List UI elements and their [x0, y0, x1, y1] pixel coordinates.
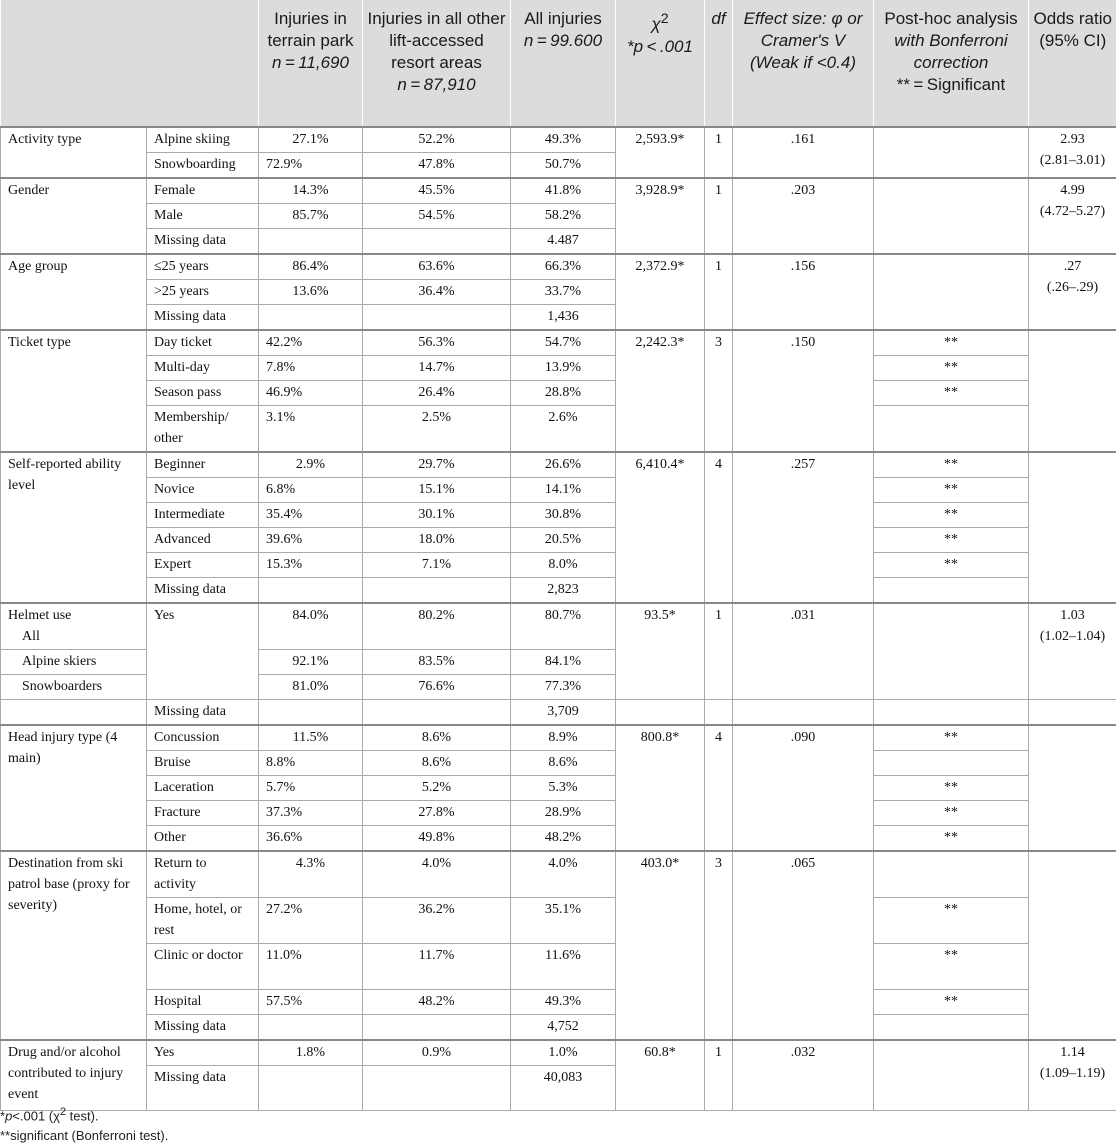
other-value: 14.7%	[363, 356, 511, 381]
table-row	[1, 826, 1116, 852]
other-value: 26.4%	[363, 381, 511, 406]
all-value: 77.3%	[511, 675, 616, 700]
posthoc-value	[874, 1040, 1029, 1111]
terrain-value: 14.3%	[259, 178, 363, 204]
table-row	[1, 1015, 1116, 1041]
all-value: 30.8%	[511, 503, 616, 528]
terrain-value: 11.0%	[259, 944, 363, 990]
terrain-value: 81.0%	[259, 675, 363, 700]
table-row	[1, 700, 1116, 726]
all-value: 11.6%	[511, 944, 616, 990]
posthoc-value	[874, 751, 1029, 776]
table-row	[1, 127, 1116, 153]
other-value	[363, 1066, 511, 1111]
effect-value: .203	[733, 178, 874, 254]
subcategory: Missing data	[147, 229, 259, 255]
subcategory: Missing data	[147, 305, 259, 331]
posthoc-value	[874, 851, 1029, 898]
all-value: 33.7%	[511, 280, 616, 305]
all-value: 40,083	[511, 1066, 616, 1111]
all-value: 1.0%	[511, 1040, 616, 1066]
terrain-value: 35.4%	[259, 503, 363, 528]
subcategory: Season pass	[147, 381, 259, 406]
posthoc-value	[874, 178, 1029, 254]
header-chi-square: $\chi^2$ *p < .001	[616, 0, 705, 127]
terrain-value: 57.5%	[259, 990, 363, 1015]
header-other-areas: Injuries in all other lift-accessed resort areas n = 87,910	[363, 0, 511, 127]
odds-value: 1.14 (1.09–1.19)	[1029, 1040, 1116, 1111]
effect-value: .150	[733, 330, 874, 452]
all-value: 58.2%	[511, 204, 616, 229]
table-row	[1, 898, 1116, 944]
terrain-value: 42.2%	[259, 330, 363, 356]
table-row	[1, 452, 1116, 478]
header-terrain-park: Injuries in terrain park n = 11,690	[259, 0, 363, 127]
terrain-value: 86.4%	[259, 254, 363, 280]
subcategory: Expert	[147, 553, 259, 578]
odds-value: 2.93 (2.81–3.01)	[1029, 127, 1116, 178]
terrain-value: 15.3%	[259, 553, 363, 578]
posthoc-value: **	[874, 725, 1029, 751]
terrain-value: 7.8%	[259, 356, 363, 381]
chi-value: 2,372.9*	[616, 254, 705, 330]
group-label: Helmet use All	[1, 603, 147, 650]
terrain-value: 84.0%	[259, 603, 363, 650]
subcategory: Missing data	[147, 1066, 259, 1111]
effect-value: .161	[733, 127, 874, 178]
subcategory: Laceration	[147, 776, 259, 801]
posthoc-value	[874, 127, 1029, 178]
df-value: 1	[705, 254, 733, 330]
other-value: 8.6%	[363, 751, 511, 776]
all-value: 8.6%	[511, 751, 616, 776]
posthoc-value: **	[874, 990, 1029, 1015]
subcategory: Novice	[147, 478, 259, 503]
group-label: Ticket type	[1, 330, 147, 452]
other-value: 5.2%	[363, 776, 511, 801]
terrain-value: 3.1%	[259, 406, 363, 453]
table-row	[1, 603, 1116, 650]
subcategory: Other	[147, 826, 259, 852]
posthoc-value	[874, 254, 1029, 330]
posthoc-value: **	[874, 776, 1029, 801]
df-value: 1	[705, 178, 733, 254]
chi-value	[616, 700, 705, 726]
terrain-value: 13.6%	[259, 280, 363, 305]
table-row	[1, 776, 1116, 801]
df-value	[705, 700, 733, 726]
all-value: 13.9%	[511, 356, 616, 381]
subcategory: Hospital	[147, 990, 259, 1015]
other-value: 30.1%	[363, 503, 511, 528]
all-value: 4.0%	[511, 851, 616, 898]
posthoc-value: **	[874, 944, 1029, 990]
chi-value: 3,928.9*	[616, 178, 705, 254]
all-value: 80.7%	[511, 603, 616, 650]
terrain-value	[259, 229, 363, 255]
terrain-value: 46.9%	[259, 381, 363, 406]
table-row	[1, 330, 1116, 356]
other-value: 8.6%	[363, 725, 511, 751]
df-value: 1	[705, 127, 733, 178]
table-row	[1, 356, 1116, 381]
group-label: Self-reported ability level	[1, 452, 147, 603]
df-value: 4	[705, 452, 733, 603]
subcategory: Membership/ other	[147, 406, 259, 453]
all-value: 4.487	[511, 229, 616, 255]
other-value: 0.9%	[363, 1040, 511, 1066]
subcategory: Missing data	[147, 700, 259, 726]
table-row	[1, 503, 1116, 528]
all-value: 35.1%	[511, 898, 616, 944]
table-row	[1, 1040, 1116, 1066]
terrain-value: 27.2%	[259, 898, 363, 944]
all-value: 8.0%	[511, 553, 616, 578]
terrain-value: 37.3%	[259, 801, 363, 826]
terrain-value: 11.5%	[259, 725, 363, 751]
other-value: 49.8%	[363, 826, 511, 852]
table-row	[1, 553, 1116, 578]
all-value: 84.1%	[511, 650, 616, 675]
posthoc-value: **	[874, 801, 1029, 826]
posthoc-value	[874, 700, 1029, 726]
all-value: 28.8%	[511, 381, 616, 406]
other-value: 83.5%	[363, 650, 511, 675]
other-value: 48.2%	[363, 990, 511, 1015]
effect-value: .257	[733, 452, 874, 603]
all-value: 14.1%	[511, 478, 616, 503]
other-value: 4.0%	[363, 851, 511, 898]
subcategory: ≤25 years	[147, 254, 259, 280]
table-row	[1, 578, 1116, 604]
subcategory: Snowboarding	[147, 153, 259, 179]
all-value: 2,823	[511, 578, 616, 604]
all-value: 66.3%	[511, 254, 616, 280]
posthoc-value: **	[874, 503, 1029, 528]
group-label	[1, 700, 147, 726]
header-all-injuries: All injuries n = 99.600	[511, 0, 616, 127]
terrain-value: 1.8%	[259, 1040, 363, 1066]
subcategory: Yes	[147, 1040, 259, 1066]
terrain-value: 85.7%	[259, 204, 363, 229]
all-value: 3,709	[511, 700, 616, 726]
header-effect-size: Effect size: φ or Cramer's V (Weak if <0.4)	[733, 0, 874, 127]
odds-value	[1029, 725, 1116, 851]
other-value: 52.2%	[363, 127, 511, 153]
chi-value: 2,242.3*	[616, 330, 705, 452]
other-value: 80.2%	[363, 603, 511, 650]
posthoc-value: **	[874, 381, 1029, 406]
table-row	[1, 406, 1116, 453]
chi-value: 60.8*	[616, 1040, 705, 1111]
table-row	[1, 990, 1116, 1015]
effect-value: .065	[733, 851, 874, 1040]
table-row	[1, 801, 1116, 826]
group-label: Activity type	[1, 127, 147, 178]
odds-value	[1029, 330, 1116, 452]
group-sublabel: Alpine skiers	[1, 650, 147, 675]
df-value: 1	[705, 1040, 733, 1111]
chi-value: 93.5*	[616, 603, 705, 700]
table-row	[1, 751, 1116, 776]
header-row	[1, 0, 1116, 127]
subcategory: Intermediate	[147, 503, 259, 528]
posthoc-value	[874, 578, 1029, 604]
all-value: 20.5%	[511, 528, 616, 553]
terrain-value: 2.9%	[259, 452, 363, 478]
terrain-value	[259, 578, 363, 604]
all-value: 26.6%	[511, 452, 616, 478]
posthoc-value: **	[874, 452, 1029, 478]
posthoc-value: **	[874, 330, 1029, 356]
terrain-value: 72.9%	[259, 153, 363, 179]
other-value: 11.7%	[363, 944, 511, 990]
footnotes	[0, 1102, 168, 1146]
table-row	[1, 254, 1116, 280]
subcategory: Advanced	[147, 528, 259, 553]
subcategory: Fracture	[147, 801, 259, 826]
footnote-p-value: *p<.001 ($\chi^2$ test).	[0, 1106, 99, 1124]
subcategory: Return to activity	[147, 851, 259, 898]
chi-value: 2,593.9*	[616, 127, 705, 178]
footnote-bonferroni: **significant (Bonferroni test).	[0, 1128, 169, 1144]
other-value	[363, 700, 511, 726]
all-value: 2.6%	[511, 406, 616, 453]
terrain-value: 36.6%	[259, 826, 363, 852]
table-row	[1, 178, 1116, 204]
table-row	[1, 725, 1116, 751]
other-value: 36.2%	[363, 898, 511, 944]
group-label: Head injury type (4 main)	[1, 725, 147, 851]
subcategory: Female	[147, 178, 259, 204]
subcategory: Missing data	[147, 1015, 259, 1041]
chi-value: 6,410.4*	[616, 452, 705, 603]
subcategory: >25 years	[147, 280, 259, 305]
all-value: 8.9%	[511, 725, 616, 751]
header-blank	[1, 0, 259, 127]
header-odds-ratio: Odds ratio (95% CI)	[1029, 0, 1116, 127]
other-value: 56.3%	[363, 330, 511, 356]
table-row	[1, 528, 1116, 553]
all-value: 41.8%	[511, 178, 616, 204]
all-value: 50.7%	[511, 153, 616, 179]
table-row	[1, 478, 1116, 503]
other-value: 27.8%	[363, 801, 511, 826]
subcategory: Multi-day	[147, 356, 259, 381]
all-value: 54.7%	[511, 330, 616, 356]
other-value: 76.6%	[363, 675, 511, 700]
all-value: 5.3%	[511, 776, 616, 801]
subcategory: Missing data	[147, 578, 259, 604]
effect-value: .032	[733, 1040, 874, 1111]
posthoc-value	[874, 603, 1029, 700]
all-value: 1,436	[511, 305, 616, 331]
effect-value: .090	[733, 725, 874, 851]
other-value	[363, 229, 511, 255]
other-value: 36.4%	[363, 280, 511, 305]
df-value: 1	[705, 603, 733, 700]
odds-value: 4.99 (4.72–5.27)	[1029, 178, 1116, 254]
odds-value	[1029, 851, 1116, 1040]
terrain-value	[259, 1015, 363, 1041]
terrain-value: 6.8%	[259, 478, 363, 503]
other-value: 29.7%	[363, 452, 511, 478]
posthoc-value	[874, 406, 1029, 453]
other-value: 63.6%	[363, 254, 511, 280]
subcategory: Home, hotel, or rest	[147, 898, 259, 944]
df-value: 3	[705, 330, 733, 452]
subcategory: Day ticket	[147, 330, 259, 356]
all-value: 49.3%	[511, 990, 616, 1015]
terrain-value: 27.1%	[259, 127, 363, 153]
group-label: Destination from ski patrol base (proxy for severity)	[1, 851, 147, 1040]
subcategory: Clinic or doctor	[147, 944, 259, 990]
group-label: Age group	[1, 254, 147, 330]
group-sublabel: Snowboarders	[1, 675, 147, 700]
other-value: 45.5%	[363, 178, 511, 204]
odds-value	[1029, 452, 1116, 603]
header-posthoc: Post-hoc analysis with Bonferroni correction ** = Significant	[874, 0, 1029, 127]
chi-value: 800.8*	[616, 725, 705, 851]
terrain-value: 5.7%	[259, 776, 363, 801]
terrain-value: 39.6%	[259, 528, 363, 553]
effect-value	[733, 700, 874, 726]
chi-value: 403.0*	[616, 851, 705, 1040]
posthoc-value: **	[874, 898, 1029, 944]
terrain-value: 8.8%	[259, 751, 363, 776]
subcategory: Yes	[147, 603, 259, 700]
terrain-value	[259, 1066, 363, 1111]
subcategory: Concussion	[147, 725, 259, 751]
posthoc-value: **	[874, 356, 1029, 381]
header-df: df	[705, 0, 733, 127]
odds-value	[1029, 700, 1116, 726]
all-value: 49.3%	[511, 127, 616, 153]
posthoc-value: **	[874, 826, 1029, 852]
subcategory: Beginner	[147, 452, 259, 478]
subcategory: Alpine skiing	[147, 127, 259, 153]
effect-value: .156	[733, 254, 874, 330]
other-value	[363, 305, 511, 331]
group-label: Drug and/or alcohol contributed to injury event	[1, 1040, 147, 1111]
other-value: 47.8%	[363, 153, 511, 179]
terrain-value	[259, 305, 363, 331]
all-value: 48.2%	[511, 826, 616, 852]
odds-value: 1.03 (1.02–1.04)	[1029, 603, 1116, 700]
table-row	[1, 851, 1116, 898]
other-value: 15.1%	[363, 478, 511, 503]
all-value: 28.9%	[511, 801, 616, 826]
table-row	[1, 944, 1116, 990]
other-value: 7.1%	[363, 553, 511, 578]
other-value: 2.5%	[363, 406, 511, 453]
posthoc-value: **	[874, 528, 1029, 553]
terrain-value	[259, 700, 363, 726]
other-value	[363, 578, 511, 604]
terrain-value: 4.3%	[259, 851, 363, 898]
other-value: 54.5%	[363, 204, 511, 229]
posthoc-value	[874, 1015, 1029, 1041]
terrain-value: 92.1%	[259, 650, 363, 675]
odds-value: .27 (.26–.29)	[1029, 254, 1116, 330]
subcategory: Male	[147, 204, 259, 229]
posthoc-value: **	[874, 478, 1029, 503]
df-value: 4	[705, 725, 733, 851]
effect-value: .031	[733, 603, 874, 700]
group-label: Gender	[1, 178, 147, 254]
posthoc-value: **	[874, 553, 1029, 578]
df-value: 3	[705, 851, 733, 1040]
all-value: 4,752	[511, 1015, 616, 1041]
table-row	[1, 381, 1116, 406]
other-value	[363, 1015, 511, 1041]
subcategory: Bruise	[147, 751, 259, 776]
other-value: 18.0%	[363, 528, 511, 553]
